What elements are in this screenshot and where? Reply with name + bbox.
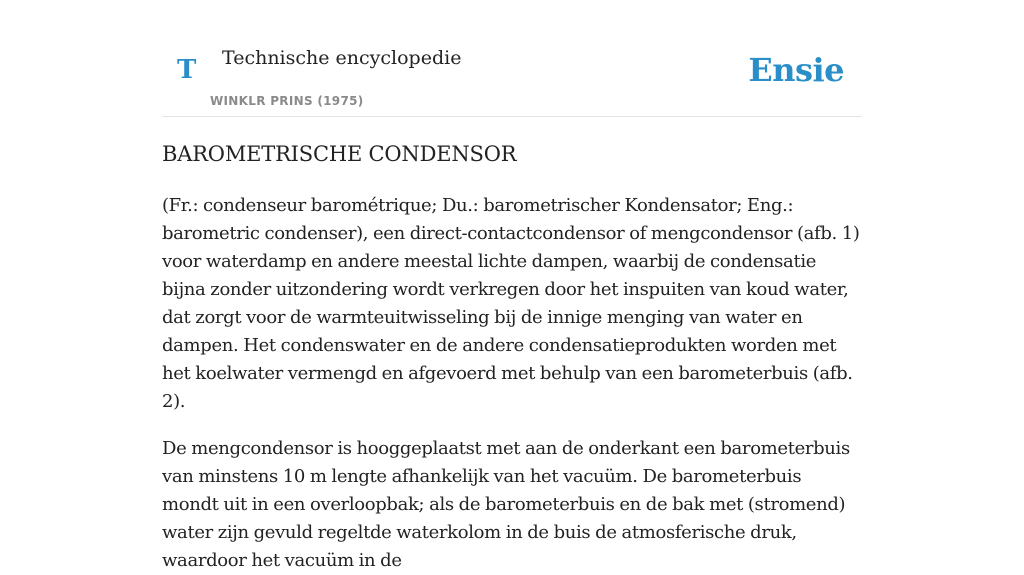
- header: [162, 0, 862, 117]
- source-label: WINKLR PRINS (1975): [210, 94, 364, 108]
- article-paragraph: De mengcondensor is hooggeplaatst met aan de onderkant een barometerbuis van minstens 10 m lengte afhankelijk van het vacuüm. De barometerbuis mondt uit in een overloopbak; als de barometerbuis en de bak met (stromend) water zijn gevuld regeltde waterkolom in de buis de atmosferische druk, waardoor het vacuüm in de: [162, 438, 850, 571]
- article-title: BAROMETRISCHE CONDENSOR: [162, 142, 517, 166]
- article-paragraph: (Fr.: condenseur barométrique; Du.: barometrischer Kondensator; Eng.: barometric condenser), een direct-contactcondensor of mengcondensor (afb. 1) voor waterdamp en andere meestal lichte dampen, waarbij de condensatie bijna zonder uitzondering wordt verkregen door het inspuiten van koud water, dat zorgt voor de warmteuitwisseling bij de innige menging van water en dampen. Het condenswater en de andere condensatieprodukten worden met het koelwater vermengd en afgevoerd met behulp van een barometerbuis (afb. 2).: [162, 195, 860, 412]
- site-title[interactable]: Technische encyclopedie: [222, 47, 462, 69]
- brand-logo[interactable]: Ensie: [748, 51, 844, 89]
- article: [162, 138, 862, 575]
- site-logo-icon[interactable]: T: [177, 55, 197, 85]
